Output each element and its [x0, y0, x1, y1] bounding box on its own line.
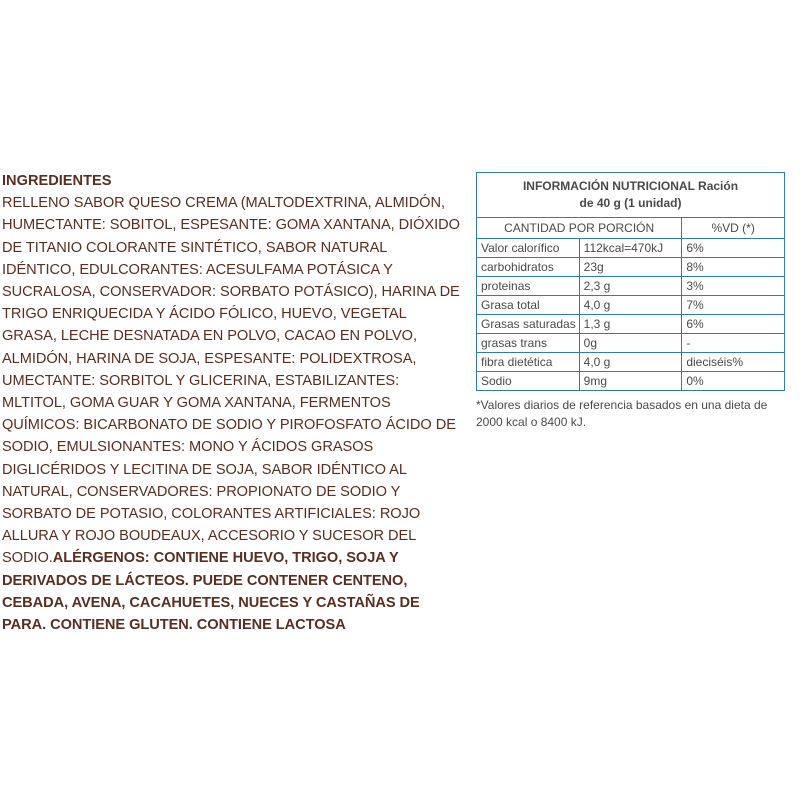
nutrient-name: Valor calorífico	[477, 239, 580, 258]
nutrient-amount: 4,0 g	[579, 353, 682, 372]
nutrient-amount: 112kcal=470kJ	[579, 239, 682, 258]
nutrient-amount: 1,3 g	[579, 315, 682, 334]
ingredients-body: RELLENO SABOR QUESO CREMA (MALTODEXTRINA, ALMIDÓN, HUMECTANTE: SOBITOL, ESPESANTE: GOMA XANTANA, DIÓXIDO DE TITANIO COLORANTE SINTÉTICO, SABOR NATURAL IDÉNTICO, EDULCORANTES: ACESULFAMA POTÁSICA Y SUCRALOSA, CONSERVADOR: SORBATO POTÁSICO), HARINA DE TRIGO ENRIQUECIDA Y ÁCIDO FÓLICO, HUEVO, VEGETAL GRASA, LECHE DESNATADA EN POLVO, CACAO EN POLVO, ALMIDÓN, HARINA DE SOJA, ESPESANTE: POLIDEXTROSA, UMECTANTE: SORBITOL Y GLICERINA, ESTABILIZANTES: MLTITOL, GOMA GUAR Y GOMA XANTANA, FERMENTOS QUÍMICOS: BICARBONATO DE SODIO Y PIROFOSFATO ÁCIDO DE SODIO, EMULSIONANTES: MONO Y ÁCIDOS GRASOS DIGLICÉRIDOS Y LECITINA DE SOJA, SABOR IDÉNTICO AL NATURAL, CONSERVADORES: PROPIONATO DE SODIO Y SORBATO DE POTASIO, COLORANTES ARTIFICIALES: ROJO ALLURA Y ROJO BOUDEAUX, ACCESORIO Y SUCESOR DEL SODIO.	[2, 195, 460, 567]
table-row	[477, 239, 785, 258]
nutrient-amount: 2,3 g	[579, 277, 682, 296]
nutrition-section	[476, 172, 785, 431]
nutrient-vd: 6%	[682, 239, 785, 258]
nutrient-vd: 7%	[682, 296, 785, 315]
nutrient-vd: 6%	[682, 315, 785, 334]
ingredients-section	[2, 170, 464, 636]
nutrient-name: Sodio	[477, 372, 580, 391]
nutrient-amount: 9mg	[579, 372, 682, 391]
ingredients-heading: INGREDIENTES	[2, 173, 112, 189]
table-row	[477, 334, 785, 353]
column-header-quantity: CANTIDAD POR PORCIÓN	[477, 218, 682, 239]
table-row	[477, 258, 785, 277]
nutrient-vd: -	[682, 334, 785, 353]
nutrition-footnote: *Valores diarios de referencia basados en una dieta de 2000 kcal o 8400 kJ.	[476, 398, 768, 429]
nutrient-name: grasas trans	[477, 334, 580, 353]
table-row	[477, 353, 785, 372]
nutrient-vd: 3%	[682, 277, 785, 296]
nutrient-amount: 4,0 g	[579, 296, 682, 315]
nutrition-table	[476, 172, 785, 391]
table-row	[477, 296, 785, 315]
column-header-vd: %VD (*)	[682, 218, 785, 239]
nutrient-amount: 0g	[579, 334, 682, 353]
nutrient-name: Grasa total	[477, 296, 580, 315]
table-row	[477, 277, 785, 296]
nutrient-name: proteinas	[477, 277, 580, 296]
nutrient-name: carbohidratos	[477, 258, 580, 277]
table-row	[477, 315, 785, 334]
table-row	[477, 372, 785, 391]
allergens-text: ALÉRGENOS: CONTIENE HUEVO, TRIGO, SOJA Y DERIVADOS DE LÁCTEOS. PUEDE CONTENER CENTENO, CEBADA, AVENA, CACAHUETES, NUECES Y CASTAÑAS DE PARA. CONTIENE GLUTEN. CONTIENE LACTOSA	[2, 550, 420, 634]
nutrient-name: Grasas saturadas	[477, 315, 580, 334]
nutrition-title: INFORMACIÓN NUTRICIONAL Ración de 40 g (1 unidad)	[477, 173, 785, 218]
nutrient-vd: dieciséis%	[682, 353, 785, 372]
ingredients-text	[2, 192, 464, 636]
nutrient-name: fibra dietética	[477, 353, 580, 372]
nutrient-amount: 23g	[579, 258, 682, 277]
nutrient-vd: 8%	[682, 258, 785, 277]
nutrient-vd: 0%	[682, 372, 785, 391]
